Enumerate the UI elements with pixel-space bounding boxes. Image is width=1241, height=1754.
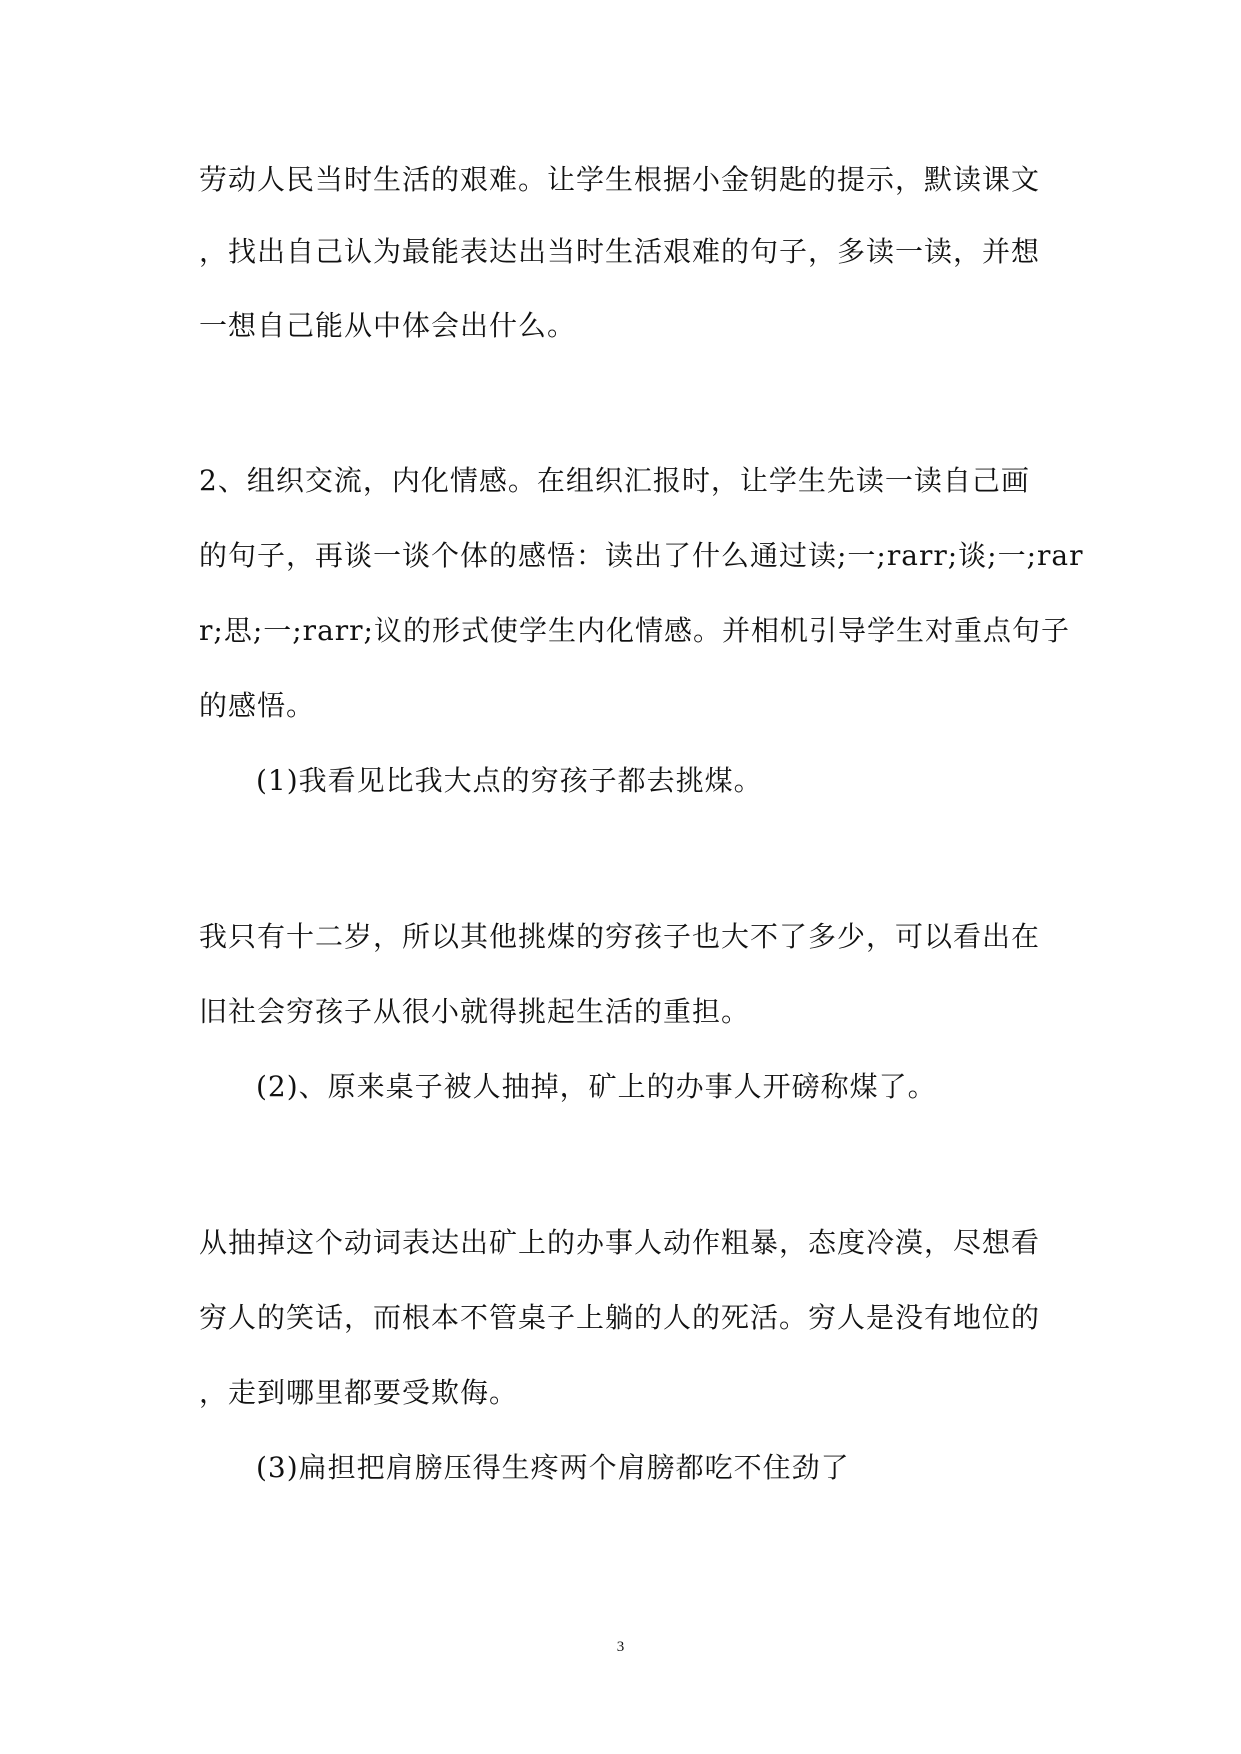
- text-line: 旧社会穷孩子从很小就得挑起生活的重担。: [199, 995, 751, 1028]
- text-line: 从抽掉这个动词表达出矿上的办事人动作粗暴，态度冷漠，尽想看: [199, 1226, 1041, 1259]
- text-line: 2、组织交流，内化情感。在组织汇报时，让学生先读一读自己画: [199, 464, 1030, 497]
- page-number: 3: [616, 1639, 625, 1655]
- text-line: 的感悟。: [199, 689, 316, 722]
- numbered-item-2: (2)、原来桌子被人抽掉，矿上的办事人开磅称煤了。: [256, 1070, 937, 1103]
- text-line: 一想自己能从中体会出什么。: [199, 309, 577, 342]
- text-line: 劳动人民当时生活的艰难。让学生根据小金钥匙的提示，默读课文: [199, 163, 1041, 196]
- text-line: ，找出自己认为最能表达出当时生活艰难的句子，多读一读，并想: [199, 235, 1041, 268]
- text-line: ，走到哪里都要受欺侮。: [199, 1376, 519, 1409]
- text-line: 穷人的笑话，而根本不管桌子上躺的人的死活。穷人是没有地位的: [199, 1301, 1041, 1334]
- text-line: r;思;一;rarr;议的形式使学生内化情感。并相机引导学生对重点句子: [199, 614, 1070, 647]
- numbered-item-1: (1)我看见比我大点的穷孩子都去挑煤。: [256, 764, 763, 797]
- text-line: 的句子，再谈一谈个体的感悟：读出了什么通过读;一;rarr;谈;一;rar: [199, 539, 1084, 572]
- text-line: 我只有十二岁，所以其他挑煤的穷孩子也大不了多少，可以看出在: [199, 920, 1041, 953]
- numbered-item-3: (3)扁担把肩膀压得生疼两个肩膀都吃不住劲了: [256, 1451, 850, 1484]
